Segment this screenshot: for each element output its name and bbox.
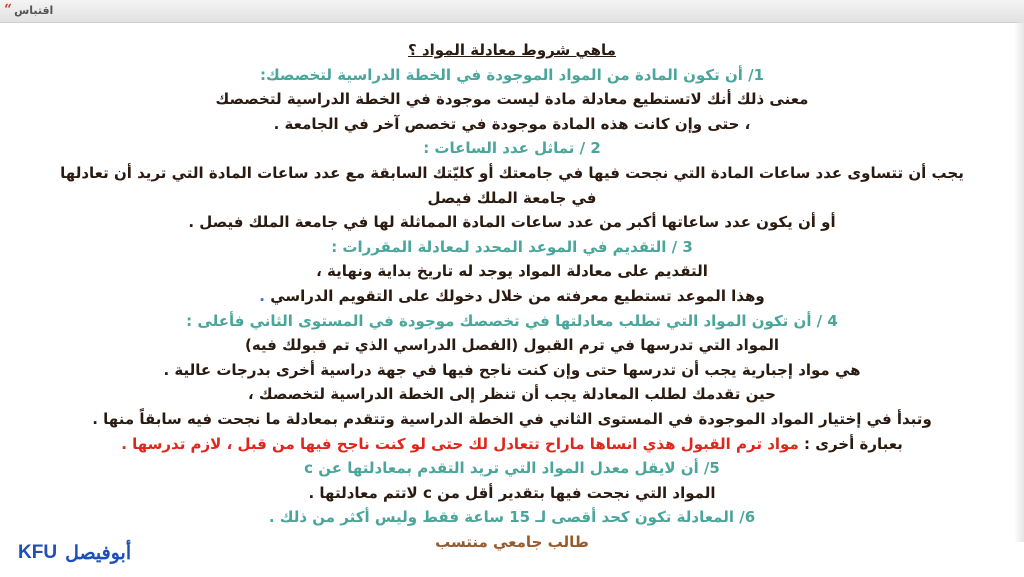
line-text: أو أن يكون عدد ساعاتها أكبر من عدد ساعات المادة المماثلة لها في جامعة الملك فيصل . [188, 213, 836, 232]
text-line [0, 481, 1024, 506]
brand-signature [18, 540, 131, 566]
text-line [0, 87, 1024, 112]
line-text: 1/ أن تكون المادة من المواد الموجودة في الخطة الدراسية لتخصصك: [259, 65, 765, 84]
text-line [0, 38, 1024, 63]
text-line [0, 112, 1024, 137]
text-line [0, 382, 1024, 407]
text-line [0, 309, 1024, 334]
line-text: طالب جامعي منتسب [435, 532, 589, 551]
line-text: التقديم على معادلة المواد يوجد له تاريخ بداية ونهاية ، [316, 262, 708, 281]
text-line [0, 259, 1024, 284]
line-text: هي مواد إجبارية يجب أن تدرسها حتى وإن كنت ناجح فيها في جهة دراسية أخرى بدرجات عالية . [163, 360, 861, 379]
line-text: وهذا الموعد تستطيع معرفته من خلال دخولك على التقويم الدراسي [270, 286, 765, 305]
text-line [0, 505, 1024, 530]
text-line [0, 358, 1024, 383]
highlighted-note: مواد ترم القبول هذي انساها ماراح تتعادل لك حتى لو كنت ناجح فيها من قبل ، لازم تدرسها . [121, 434, 799, 453]
text-line [0, 432, 1024, 457]
text-line [0, 407, 1024, 432]
text-line [0, 235, 1024, 260]
line-text: 6/ المعادلة تكون كحد أقصى لـ 15 ساعة فقط وليس أكثر من ذلك . [268, 508, 756, 527]
text-line [0, 136, 1024, 161]
line-text: وتبدأ في إختيار المواد الموجودة في المستوى الثاني في الخطة الدراسية وتتقدم بمعادلة ما نجحت فيه سابقاً منها . [92, 409, 932, 428]
line-text: 3 / التقديم في الموعد المحدد لمعادلة المقررات : [331, 237, 693, 256]
line-text: المواد التي نجحت فيها بتقدير أقل من c لاتتم معادلتها . [308, 483, 716, 502]
line-text: في جامعة الملك فيصل [427, 188, 597, 207]
article-body [0, 38, 1024, 554]
line-text: يجب أن تتساوى عدد ساعات المادة التي نجحت فيها في جامعتك أو كليّتك السابقة مع عدد ساعات المادة التي تريد أن تعادلها [60, 163, 964, 182]
top-bar [0, 0, 1024, 23]
quote-icon: “ [4, 2, 13, 18]
line-text: المواد التي تدرسها في ترم القبول (الفصل الدراسي الذي تم قبولك فيه) [244, 336, 780, 355]
line-suffix: . [259, 286, 265, 305]
line-text: 5/ أن لايقل معدل المواد التي تريد التقدم بمعادلتها عن c [304, 459, 720, 478]
line-text: حين تقدمك لطلب المعادلة يجب أن تنظر إلى الخطة الدراسية لتخصصك ، [247, 385, 776, 404]
text-line [0, 63, 1024, 88]
text-line [0, 161, 1024, 186]
text-line [0, 333, 1024, 358]
quote-badge[interactable] [4, 2, 53, 18]
line-text: معنى ذلك أنك لاتستطيع معادلة مادة ليست موجودة في الخطة الدراسية لتخصصك [215, 90, 809, 109]
text-line [0, 186, 1024, 211]
text-line [0, 530, 1024, 555]
brand-arabic: أبوفيصل [65, 542, 132, 564]
text-line [0, 210, 1024, 235]
line-text: 4 / أن تكون المواد التي تطلب معادلتها في تخصصك موجودة في المستوى الثاني فأعلى : [186, 311, 838, 330]
line-text: 2 / تماثل عدد الساعات : [423, 139, 601, 158]
line-text: ماهي شروط معادلة المواد ؟ [408, 41, 616, 59]
text-line [0, 284, 1024, 309]
brand-latin: KFU [18, 542, 58, 563]
line-text: بعبارة أخرى : [803, 434, 903, 453]
quote-badge-label: اقتباس [14, 3, 54, 17]
line-text: ، حتى وإن كانت هذه المادة موجودة في تخصص آخر في الجامعة . [273, 114, 751, 133]
text-line [0, 456, 1024, 481]
